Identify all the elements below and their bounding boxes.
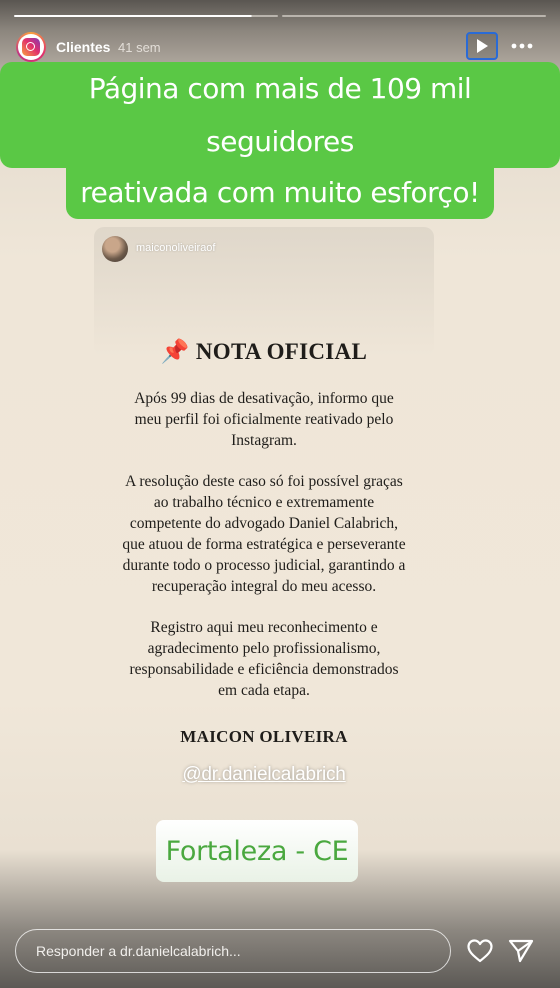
send-button[interactable]	[507, 937, 535, 965]
note-paragraph-1: Após 99 dias de desativação, informo que meu perfil foi oficialmente reativado pelo Instagram.	[134, 390, 394, 449]
post-avatar	[102, 236, 128, 262]
instagram-logo-icon	[22, 38, 40, 56]
more-horizontal-icon	[511, 43, 533, 49]
story-progress-bar	[14, 15, 546, 17]
progress-segment	[282, 15, 546, 17]
official-note	[94, 334, 434, 786]
location-sticker[interactable]: Fortaleza - CE	[156, 820, 358, 882]
play-button[interactable]	[466, 32, 498, 60]
send-icon	[508, 939, 534, 963]
caption-line-2: reativada com muito esforço!	[66, 166, 494, 219]
story-caption	[0, 62, 560, 219]
progress-segment	[14, 15, 278, 17]
like-button[interactable]	[466, 937, 494, 965]
story-header	[14, 30, 546, 64]
note-paragraph-3: Registro aqui meu reconhecimento e agradecimento pelo profissionalismo, responsabilidade e eficiência demonstrados em cada etapa.	[129, 619, 399, 699]
more-options-button[interactable]	[508, 32, 536, 60]
story-time-ago: 41 sem	[118, 40, 161, 55]
note-title	[94, 338, 434, 365]
story-username[interactable]: Clientes	[56, 39, 111, 55]
caption-line-1: Página com mais de 109 mil seguidores	[0, 62, 560, 168]
pushpin-icon: 📌	[160, 339, 190, 364]
post-username: maiconoliveiraof	[136, 242, 216, 254]
reply-input[interactable]	[15, 929, 451, 973]
avatar[interactable]	[16, 32, 46, 62]
heart-icon	[467, 939, 493, 963]
play-icon	[475, 38, 489, 54]
note-paragraph-2: A resolução deste caso só foi possível graças ao trabalho técnico e extremamente competente do advogado Daniel Calabrich, que atuou de forma estratégica e perseverante durante todo o processo judicial, garantindo a recuperação integral do meu acesso.	[122, 473, 406, 595]
note-signature: MAICON OLIVEIRA	[180, 727, 348, 746]
note-title-text: NOTA OFICIAL	[195, 339, 368, 364]
mention-sticker[interactable]: @dr.danielcalabrich	[182, 764, 346, 785]
